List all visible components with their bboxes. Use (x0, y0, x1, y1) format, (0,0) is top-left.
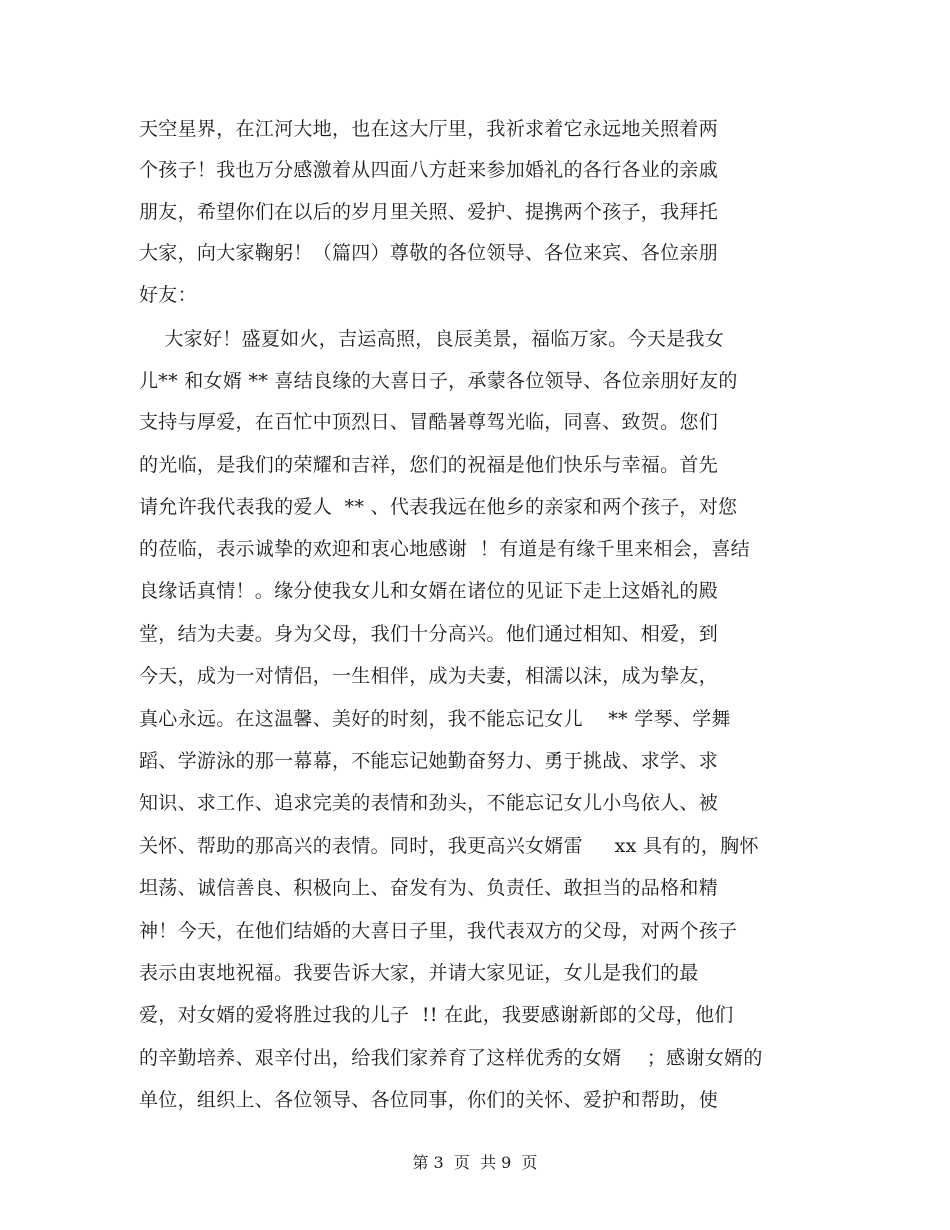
paragraph-line: 大家好！盛夏如火，吉运高照，良辰美景，福临万家。今天是我女 (139, 328, 725, 350)
paragraph-line: 个孩子！我也万分感激着从四面八方赶来参加婚礼的各行各业的亲戚 (139, 159, 719, 181)
paragraph-line: 表示由衷地祝福。我要告诉大家，并请大家见证，女儿是我们的最 (139, 962, 699, 984)
paragraph-line: 的莅临，表示诚挚的欢迎和衷心地感谢 ！有道是有缘千里来相会，喜结 (139, 538, 750, 560)
paragraph-line: 坦荡、诚信善良、积极向上、奋发有为、负责任、敢担当的品格和精 (139, 877, 719, 899)
paragraph-line: 的辛勤培养、艰辛付出，给我们家养育了这样优秀的女婿 ；感谢女婿的 (139, 1047, 763, 1069)
paragraph-line: 良缘话真情！。缘分使我女儿和女婿在诸位的见证下走上这婚礼的殿 (139, 580, 719, 602)
paragraph-line: 大家，向大家鞠躬！（篇四）尊敬的各位领导、各位来宾、各位亲朋 (139, 242, 719, 264)
paragraph-line: 爱，对女婿的爱将胜过我的儿子 !! 在此，我要感谢新郎的父母，他们 (139, 1004, 734, 1026)
paragraph-line: 真心永远。在这温馨、美好的时刻，我不能忘记女儿 ** 学琴、学舞 (139, 708, 731, 730)
paragraph-line: 蹈、学游泳的那一幕幕，不能忘记她勤奋努力、勇于挑战、求学、求 (139, 750, 719, 772)
paragraph-line: 关怀、帮助的那高兴的表情。同时，我更高兴女婿雷 xx 具有的，胸怀 (139, 835, 759, 857)
paragraph-line: 好友： (139, 284, 197, 306)
paragraph-line: 支持与厚爱，在百忙中顶烈日、冒酷暑尊驾光临，同喜、致贺。您们 (139, 411, 719, 433)
paragraph-line: 神！今天，在他们结婚的大喜日子里，我代表双方的父母，对两个孩子 (139, 920, 738, 942)
paragraph-line: 儿** 和女婿 ** 喜结良缘的大喜日子，承蒙各位领导、各位亲朋好友的 (139, 370, 738, 392)
paragraph-line: 请允许我代表我的爱人 ** 、代表我远在他乡的亲家和两个孩子，对您 (139, 496, 738, 518)
paragraph-line: 堂，结为夫妻。身为父母，我们十分高兴。他们通过相知、相爱，到 (139, 623, 719, 645)
page-number-footer: 第 3 页 共 9 页 (412, 1153, 538, 1172)
paragraph-line: 知识、求工作、追求完美的表情和劲头，不能忘记女儿小鸟依人、被 (139, 792, 719, 814)
paragraph-line: 单位，组织上、各位领导、各位同事，你们的关怀、爱护和帮助，使 (139, 1089, 719, 1111)
paragraph-line: 朋友，希望你们在以后的岁月里关照、爱护、提携两个孩子，我拜托 (139, 201, 719, 223)
paragraph-line: 今天，成为一对情侣，一生相伴，成为夫妻，相濡以沫，成为挚友， (139, 665, 719, 687)
paragraph-line: 的光临，是我们的荣耀和吉祥，您们的祝福是他们快乐与幸福。首先 (139, 454, 719, 476)
paragraph-line: 天空星界，在江河大地，也在这大厅里，我祈求着它永远地关照着两 (139, 118, 719, 140)
